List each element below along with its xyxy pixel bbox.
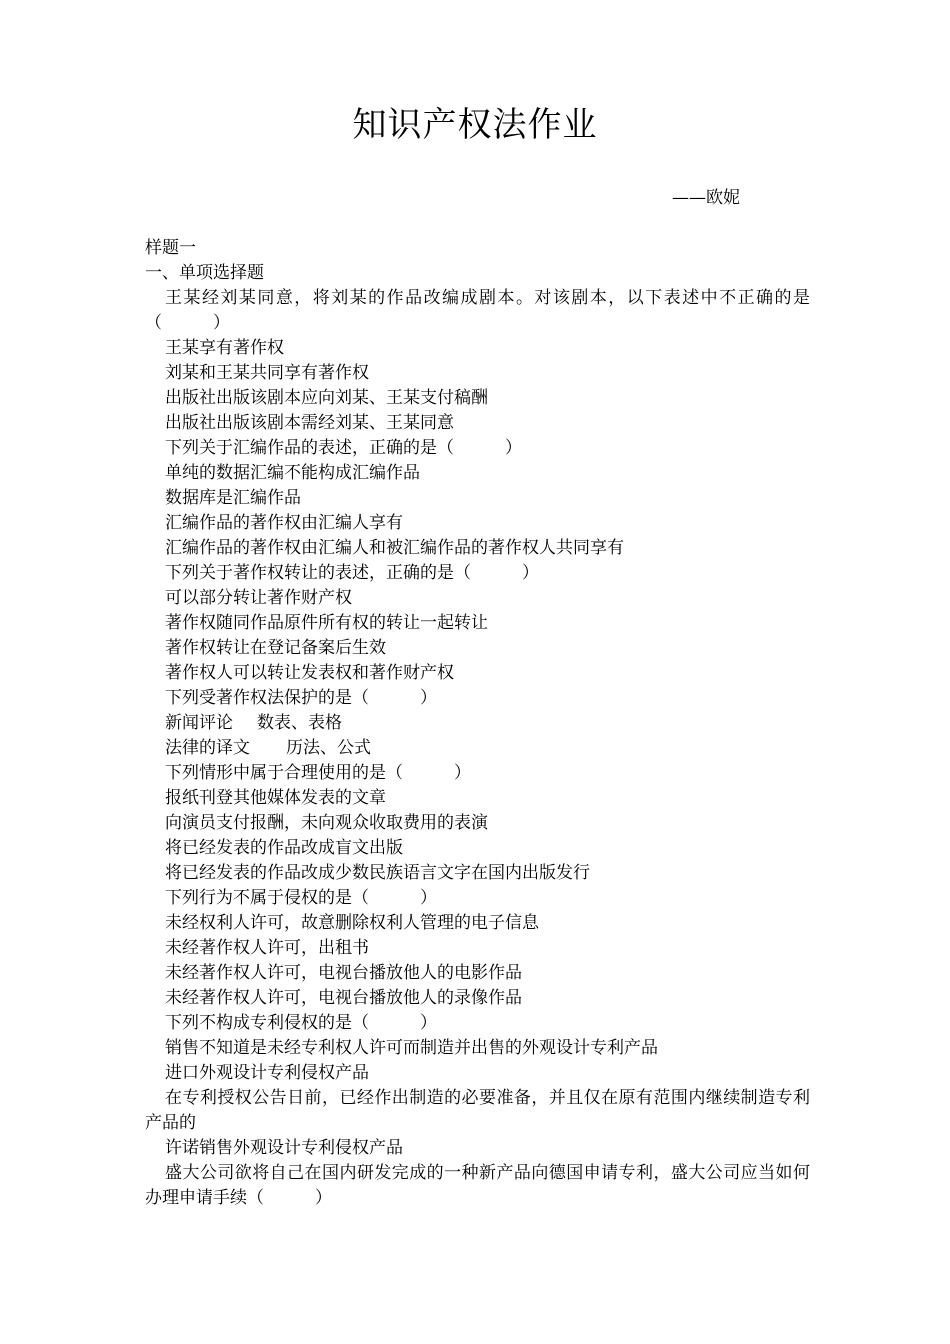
question-stem: 下列情形中属于合理使用的是（ ） <box>165 763 471 783</box>
document-body <box>145 236 810 1211</box>
question-option: 法律的译文 <box>165 738 250 758</box>
question-option: 未经权利人许可，故意删除权利人管理的电子信息 <box>165 913 539 933</box>
question-stem: 下列关于汇编作品的表述，正确的是（ ） <box>165 438 522 458</box>
section-label: 样题一 <box>145 238 196 258</box>
question-option: 著作权转让在登记备案后生效 <box>165 638 386 658</box>
question-option: 出版社出版该剧本需经刘某、王某同意 <box>165 413 454 433</box>
question-option: 历法、公式 <box>286 738 371 758</box>
document-author: ——欧妮 <box>672 188 740 208</box>
question-option: 可以部分转让著作财产权 <box>165 588 352 608</box>
question-option: 汇编作品的著作权由汇编人享有 <box>165 513 403 533</box>
question-option: 在专利授权公告日前，已经作出制造的必要准备，并且仅在原有范围内继续制造专利产品的 <box>145 1088 810 1133</box>
question-option: 汇编作品的著作权由汇编人和被汇编作品的著作权人共同享有 <box>165 538 624 558</box>
question-option: 许诺销售外观设计专利侵权产品 <box>165 1138 403 1158</box>
question-option: 数表、表格 <box>257 713 342 733</box>
question-option: 著作权人可以转让发表权和著作财产权 <box>165 663 454 683</box>
question-option: 著作权随同作品原件所有权的转让一起转让 <box>165 613 488 633</box>
question-option: 销售不知道是未经专利权人许可而制造并出售的外观设计专利产品 <box>165 1038 658 1058</box>
section-heading: 一、单项选择题 <box>145 263 264 283</box>
question-option: 报纸刊登其他媒体发表的文章 <box>165 788 386 808</box>
question-option: 新闻评论 <box>165 713 233 733</box>
question-option-row <box>145 736 810 761</box>
question-option: 数据库是汇编作品 <box>165 488 301 508</box>
question-stem: 下列关于著作权转让的表述，正确的是（ ） <box>165 563 539 583</box>
question-option: 未经著作权人许可，电视台播放他人的电影作品 <box>165 963 522 983</box>
question-option: 未经著作权人许可，电视台播放他人的录像作品 <box>165 988 522 1008</box>
question-option: 出版社出版该剧本应向刘某、王某支付稿酬 <box>165 388 488 408</box>
question-stem: 王某经刘某同意，将刘某的作品改编成剧本。对该剧本，以下表述中不正确的是（ ） <box>145 288 810 333</box>
question-stem: 下列受著作权法保护的是（ ） <box>165 688 437 708</box>
question-stem: 下列不构成专利侵权的是（ ） <box>165 1013 437 1033</box>
question-option: 将已经发表的作品改成盲文出版 <box>165 838 403 858</box>
question-option: 单纯的数据汇编不能构成汇编作品 <box>165 463 420 483</box>
question-option: 向演员支付报酬，未向观众收取费用的表演 <box>165 813 488 833</box>
question-stem: 盛大公司欲将自己在国内研发完成的一种新产品向德国申请专利，盛大公司应当如何办理申请手续（ ） <box>145 1163 810 1208</box>
question-option: 刘某和王某共同享有著作权 <box>165 363 369 383</box>
document-title: 知识产权法作业 <box>352 105 598 145</box>
question-option: 将已经发表的作品改成少数民族语言文字在国内出版发行 <box>165 863 590 883</box>
question-option: 进口外观设计专利侵权产品 <box>165 1063 369 1083</box>
question-option: 王某享有著作权 <box>165 338 284 358</box>
question-stem: 下列行为不属于侵权的是（ ） <box>165 888 437 908</box>
question-option: 未经著作权人许可，出租书 <box>165 938 369 958</box>
question-option-row <box>145 711 810 736</box>
